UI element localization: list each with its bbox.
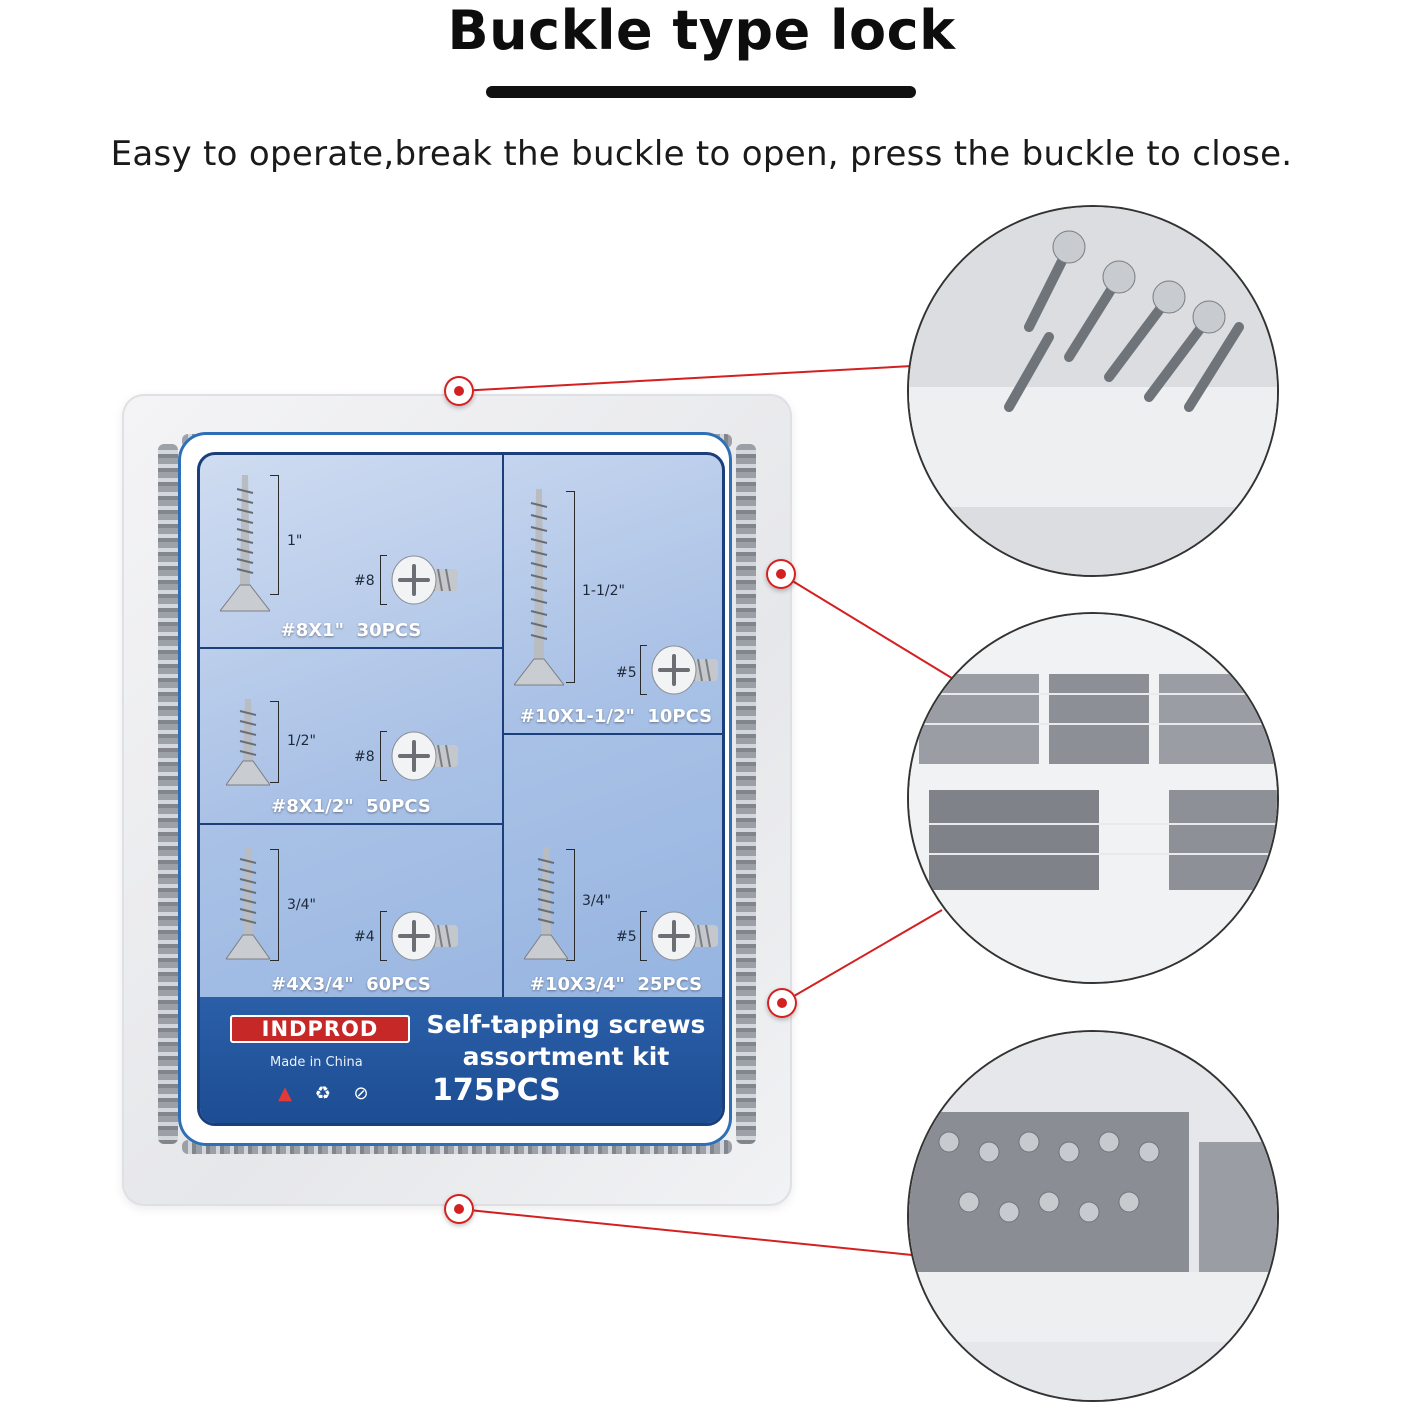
brand-logo: INDPROD [230,1015,410,1043]
gauge-bracket [640,645,647,695]
page-title: Buckle type lock [447,0,956,62]
gauge-label: #5 [616,929,637,945]
callout-marker-bottom [444,1194,474,1224]
closeup-view-3 [907,1030,1279,1402]
gauge-label: #5 [616,665,637,681]
size-caption: #4X3/4" 60PCS [271,974,431,995]
recycle-icon: ♻ [314,1083,332,1104]
gauge-bracket [380,911,387,961]
size-caption: #8X1/2" 50PCS [271,796,431,817]
label-footer [200,997,722,1123]
size-cell-5 [504,735,725,1003]
open-box-image [909,614,1279,984]
screws-closeup-image [909,207,1279,577]
product-label [197,452,725,1126]
callout-marker-top [444,376,474,406]
length-label: 3/4" [582,893,611,909]
size-caption: #10X3/4" 25PCS [529,974,703,995]
made-in-text: Made in China [270,1055,363,1070]
gauge-label: #4 [354,929,375,945]
phillips-head-icon [650,645,722,695]
closeup-view-2 [907,612,1279,984]
kit-title: Self-tapping screws assortment kit [426,1010,706,1071]
size-caption: #8X1" 30PCS [280,620,422,641]
right-screw-row [736,444,756,1144]
length-label: 1" [287,533,303,549]
left-screw-row [158,444,178,1144]
size-cell-1 [200,455,504,649]
compartments-closeup-image [909,1032,1279,1402]
closeup-view-1 [907,205,1279,577]
page-subtitle: Easy to operate,break the buckle to open, press the buckle to close. [110,134,1293,174]
length-label: 3/4" [287,897,316,913]
gauge-label: #8 [354,573,375,589]
callout-marker-right-lower [767,988,797,1018]
flat-head-screw-icon [226,699,270,789]
length-bracket [270,701,279,783]
flat-head-screw-icon [226,847,270,963]
gauge-bracket [380,731,387,781]
gauge-bracket [380,555,387,605]
length-bracket [270,849,279,961]
size-cell-4 [200,825,504,1003]
length-bracket [566,491,575,683]
flat-head-screw-icon [220,475,270,615]
warning-icon: ▲ [278,1083,292,1104]
length-bracket [566,849,575,961]
flat-head-screw-icon [514,489,564,689]
phillips-head-icon [650,911,722,961]
no-child-icon: ⊘ [353,1083,369,1104]
callout-marker-right-upper [766,559,796,589]
size-cell-2 [504,455,725,735]
length-bracket [270,475,279,595]
length-label: 1/2" [287,733,316,749]
kit-count: 175PCS [432,1073,561,1108]
size-cell-3 [200,649,504,825]
phillips-head-icon [390,555,462,605]
size-caption: #10X1-1/2" 10PCS [519,706,713,727]
length-label: 1-1/2" [582,583,625,599]
flat-head-screw-icon [524,847,568,963]
phillips-head-icon [390,911,462,961]
gauge-label: #8 [354,749,375,765]
gauge-bracket [640,911,647,961]
phillips-head-icon [390,731,462,781]
